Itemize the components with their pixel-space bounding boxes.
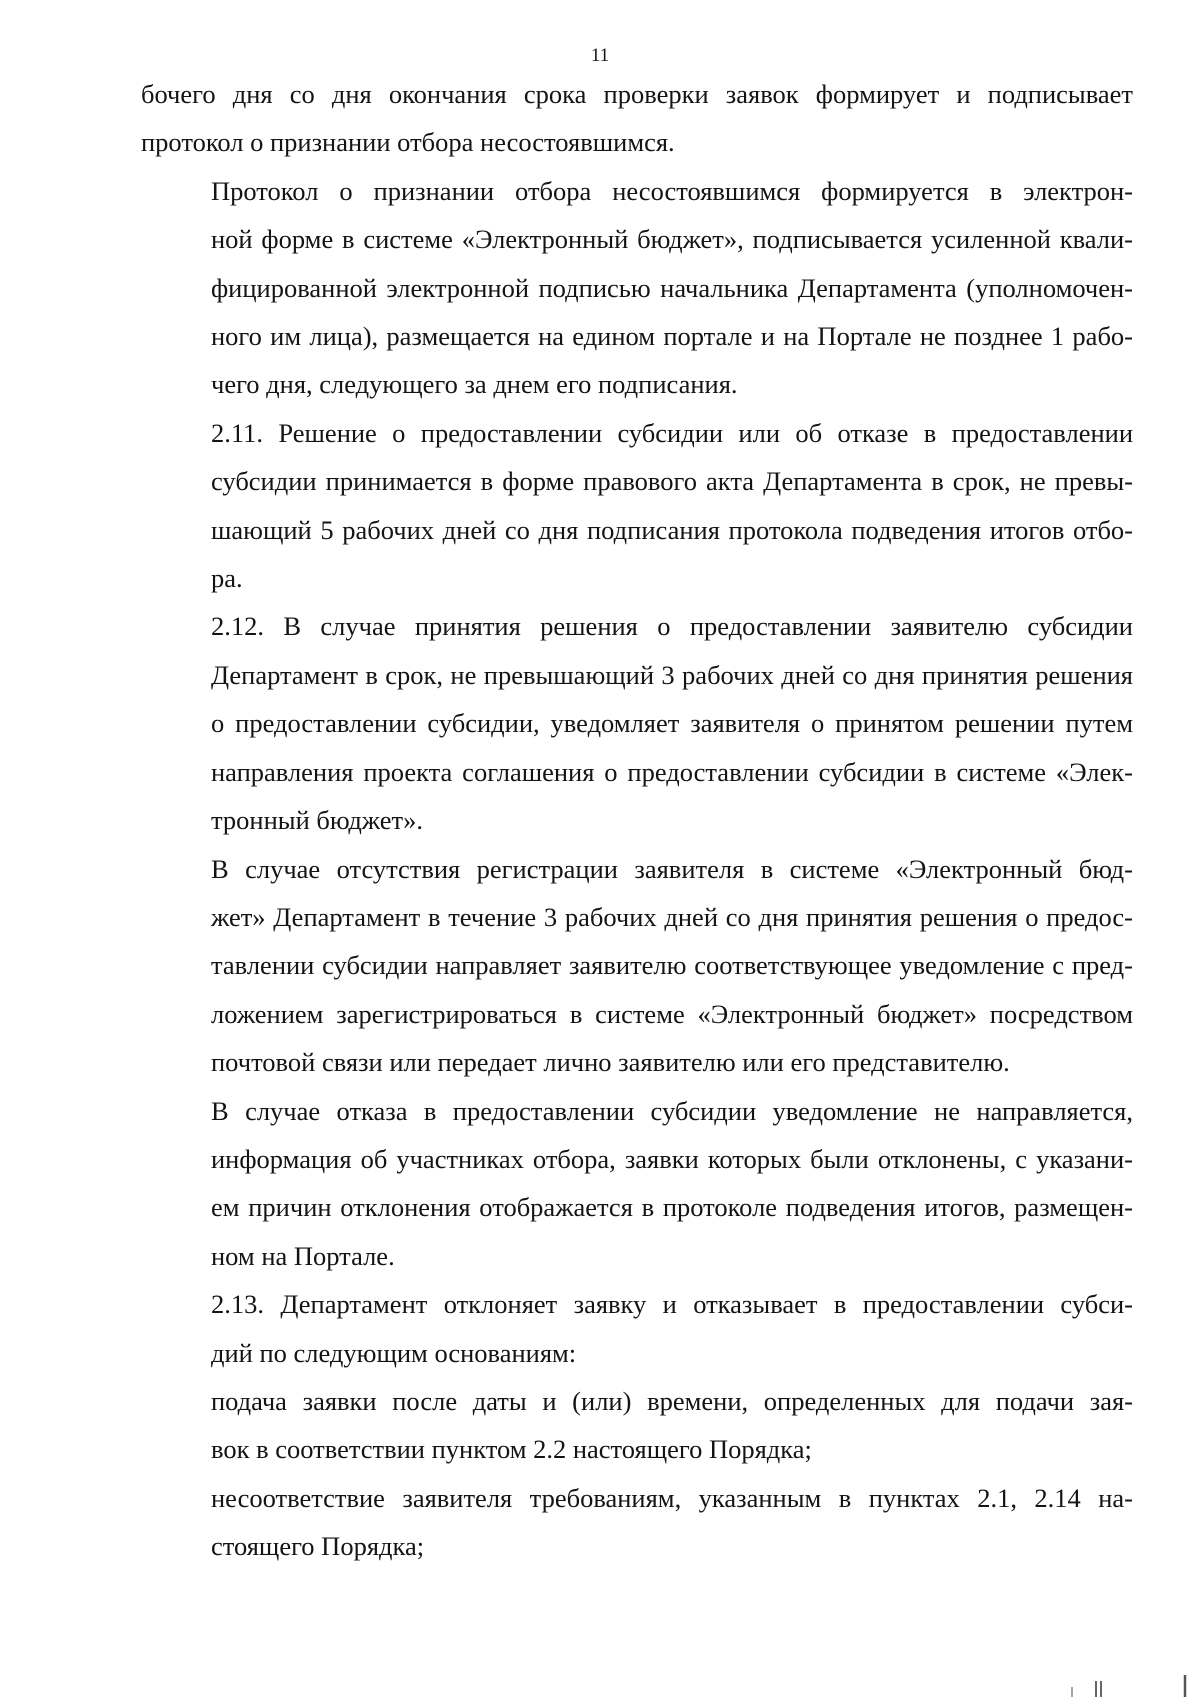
paragraph (141, 1280, 1133, 1377)
paragraph (141, 1377, 1133, 1474)
text-line: стоящего Порядка; (211, 1531, 425, 1562)
text-line: подача заявки после даты и (или) времени, определенных для подачи зая- (211, 1385, 1133, 1416)
document-body (141, 70, 1133, 1571)
paragraph (141, 70, 1133, 167)
text-line: жет» Департамент в течение 3 рабочих дней со дня принятия решения о предос- (211, 901, 1133, 932)
text-line: фицированной электронной подписью начальника Департамента (уполномочен- (211, 272, 1133, 303)
paragraph (141, 602, 1133, 844)
text-line: протокол о признании отбора несостоявшимся. (141, 127, 675, 158)
text-line: чего дня, следующего за днем его подписания. (211, 369, 738, 400)
text-line: вок в соответствии пунктом 2.2 настоящего Порядка; (211, 1434, 812, 1465)
text-line: ной форме в системе «Электронный бюджет», подписывается усиленной квали- (211, 224, 1133, 255)
text-line: Протокол о признании отбора несостоявшимся формируется в электрон- (211, 175, 1133, 206)
text-line: субсидии принимается в форме правового акта Департамента в срок, не превы- (211, 466, 1133, 497)
text-line: дий по следующим основаниям: (211, 1337, 577, 1368)
page-number: 11 (590, 45, 610, 66)
text-line: тавлении субсидии направляет заявителю соответствующее уведомление с пред- (211, 950, 1133, 981)
text-line: ем причин отклонения отображается в протоколе подведения итогов, размещен- (211, 1192, 1133, 1223)
text-line: ном на Портале. (211, 1240, 395, 1271)
text-line: о предоставлении субсидии, уведомляет заявителя о принятом решении путем (211, 708, 1133, 739)
text-line: почтовой связи или передает лично заявителю или его представителю. (211, 1047, 1010, 1078)
paragraph (141, 1087, 1133, 1281)
text-line: В случае отказа в предоставлении субсидии уведомление не направляется, (211, 1095, 1133, 1126)
text-line: направления проекта соглашения о предоставлении субсидии в системе «Элек- (211, 756, 1133, 787)
text-line: ного им лица), размещается на едином портале и на Портале не позднее 1 рабо- (211, 321, 1133, 352)
paragraph (141, 409, 1133, 603)
text-line: шающий 5 рабочих дней со дня подписания протокола подведения итогов отбо- (211, 514, 1133, 545)
text-line: информация об участниках отбора, заявки которых были отклонены, с указани- (211, 1143, 1133, 1174)
text-line: ра. (211, 563, 243, 594)
text-line: Департамент в срок, не превышающий 3 рабочих дней со дня принятия решения (211, 659, 1133, 690)
paragraph (141, 1474, 1133, 1571)
text-line: тронный бюджет». (211, 805, 423, 836)
text-line: 2.12. В случае принятия решения о предоставлении заявителю субсидии (211, 611, 1133, 642)
paragraph (141, 845, 1133, 1087)
scan-artifact-marks (1000, 1657, 1200, 1697)
text-line: В случае отсутствия регистрации заявителя в системе «Электронный бюд- (211, 853, 1133, 884)
text-line: бочего дня со дня окончания срока проверки заявок формирует и подписывает (141, 79, 1133, 109)
text-line: ложением зарегистрироваться в системе «Электронный бюджет» посредством (211, 998, 1133, 1029)
text-line: 2.11. Решение о предоставлении субсидии или об отказе в предоставлении (211, 417, 1133, 448)
text-line: 2.13. Департамент отклоняет заявку и отказывает в предоставлении субси- (211, 1289, 1133, 1320)
text-line: несоответствие заявителя требованиям, указанным в пунктах 2.1, 2.14 на- (211, 1482, 1133, 1513)
paragraph (141, 167, 1133, 409)
